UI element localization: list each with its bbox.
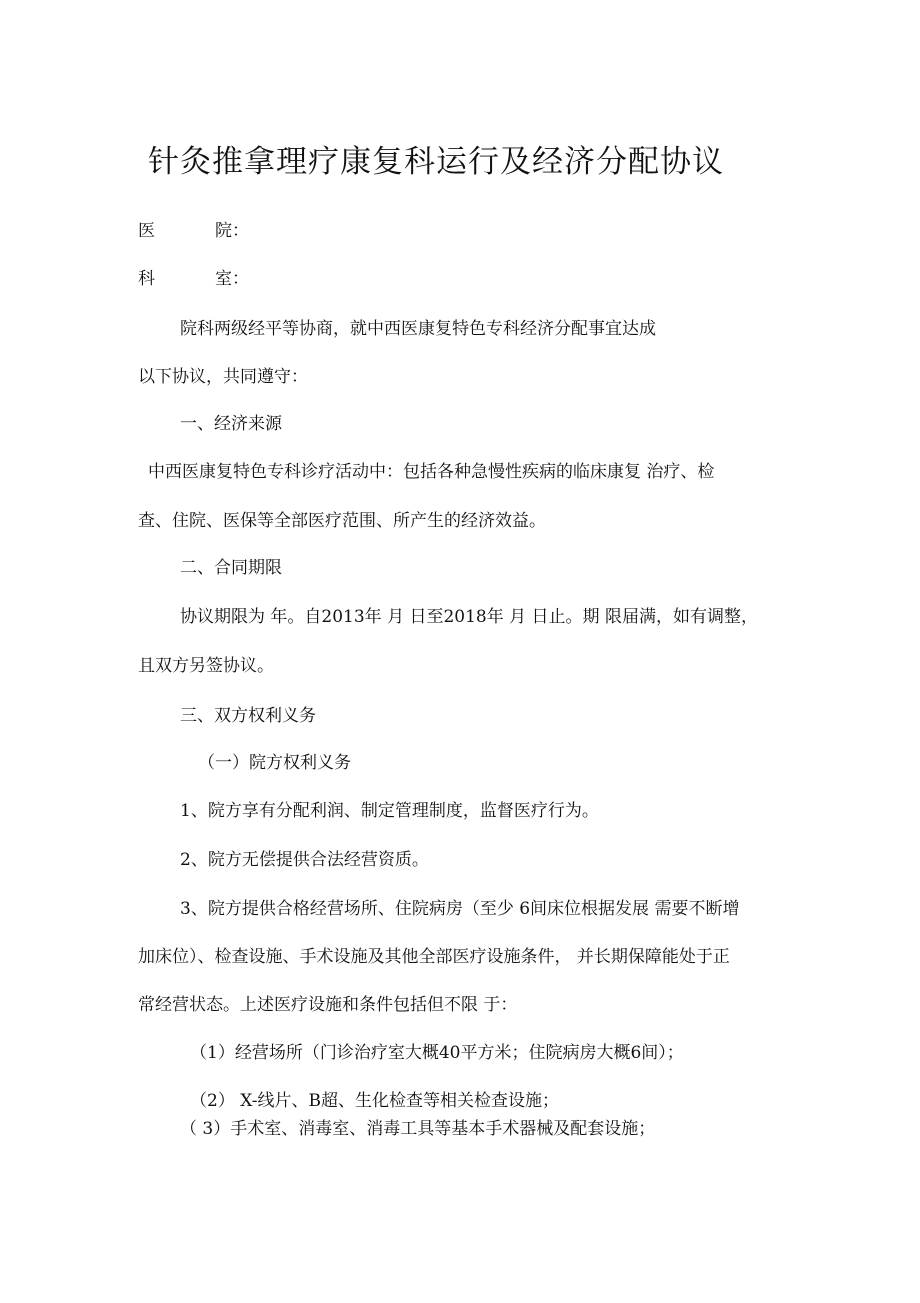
sub-item-2: （2） X-线片、B超、生化检查等相关检查设施； (190, 1091, 559, 1111)
section-2-heading: 二、合同期限 (180, 558, 282, 578)
department-label-char: 科 (138, 269, 155, 289)
department-label-suffix: 室： (215, 269, 249, 289)
section-1-heading: 一、经济来源 (180, 414, 282, 434)
section-2-line-2: 且双方另签协议。 (138, 656, 274, 676)
department-label (138, 268, 249, 290)
item-3-line-3: 常经营状态。上述医疗设施和条件包括但不限 于： (138, 995, 518, 1015)
section-1-line-1: 中西医康复特色专科诊疗活动中：包括各种急慢性疾病的临床康复 治疗、检 (148, 462, 715, 482)
section-3-heading: 三、双方权利义务 (180, 706, 316, 726)
item-3-line-1: 3、院方提供合格经营场所、住院病房（至少 6间床位根据发展 需要不断增 (180, 899, 740, 919)
hospital-label (138, 220, 249, 242)
item-1: 1、院方享有分配利润、制定管理制度，监督医疗行为。 (180, 801, 599, 821)
intro-line-2: 以下协议，共同遵守： (138, 367, 308, 387)
section-2-line-1: 协议期限为 年。自2013年 月 日至2018年 月 日止。期 限届满，如有调整， (180, 607, 758, 627)
item-2: 2、院方无偿提供合法经营资质。 (180, 850, 429, 870)
document-title: 针灸推拿理疗康复科运行及经济分配协议 (148, 144, 724, 180)
intro-line-1: 院科两级经平等协商，就中西医康复特色专科经济分配事宜达成 (180, 319, 656, 339)
section-3-subheading: （一）院方权利义务 (198, 753, 351, 773)
hospital-label-char: 医 (138, 221, 155, 241)
hospital-label-suffix: 院： (215, 221, 249, 241)
item-3-line-2: 加床位）、检查设施、手术设施及其他全部医疗设施条件， 并长期保障能处于正 (138, 947, 730, 967)
sub-item-3: （ 3）手术室、消毒室、消毒工具等基本手术器械及配套设施； (180, 1119, 656, 1139)
section-1-line-2: 查、住院、医保等全部医疗范围、所产生的经济效益。 (138, 511, 546, 531)
sub-item-1: （1）经营场所（门诊治疗室大概40平方米；住院病房大概6间）； (190, 1043, 684, 1063)
